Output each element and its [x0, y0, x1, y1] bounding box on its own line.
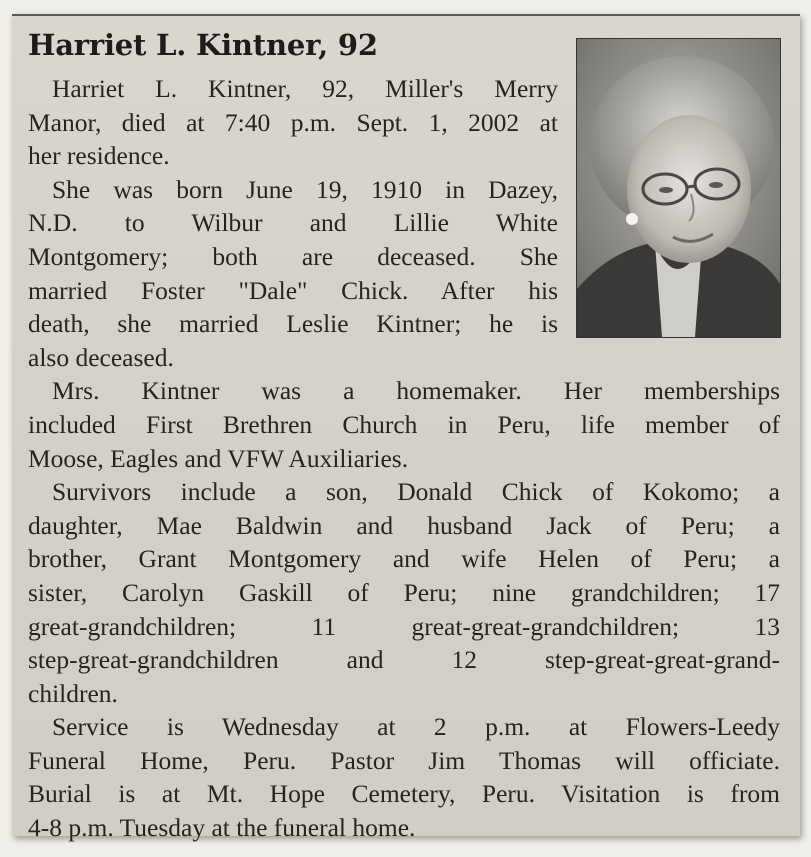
- text-line: married Foster "Dale" Chick. After his: [28, 275, 558, 305]
- obituary-headline: Harriet L. Kintner, 92: [28, 28, 378, 62]
- text-line: Montgomery; both are deceased. She: [28, 241, 558, 271]
- text-line: death, she married Leslie Kintner; he is: [28, 309, 558, 339]
- paragraph-death-notice: [28, 72, 780, 173]
- obituary-body: [28, 72, 780, 845]
- text-line: Survivors include a son, Donald Chick of Kokomo; a: [52, 477, 780, 507]
- text-line: She was born June 19, 1910 in Dazey,: [52, 174, 558, 204]
- text-line: great-grandchildren; 11 great-great-grandchildren; 13: [28, 611, 780, 641]
- text-line: included First Brethren Church in Peru, life member of: [28, 409, 780, 439]
- paragraph-memberships: [28, 374, 780, 475]
- text-line: children.: [28, 678, 118, 708]
- text-line: Manor, died at 7:40 p.m. Sept. 1, 2002 at: [28, 107, 558, 137]
- text-line: Service is Wednesday at 2 p.m. at Flowers-Leedy: [52, 712, 780, 742]
- text-line: her residence.: [28, 141, 170, 171]
- text-line: 4-8 p.m. Tuesday at the funeral home.: [28, 813, 416, 843]
- text-line: Harriet L. Kintner, 92, Miller's Merry: [52, 74, 558, 103]
- top-rule: [12, 14, 800, 16]
- text-line: daughter, Mae Baldwin and husband Jack of Peru; a: [28, 510, 780, 540]
- text-line: also deceased.: [28, 342, 174, 372]
- text-line: Mrs. Kintner was a homemaker. Her memberships: [52, 376, 780, 406]
- text-line: brother, Grant Montgomery and wife Helen of Peru; a: [28, 544, 780, 574]
- text-line: Funeral Home, Peru. Pastor Jim Thomas will officiate.: [28, 745, 780, 775]
- text-line: Moose, Eagles and VFW Auxiliaries.: [28, 443, 409, 473]
- paragraph-service: [28, 710, 780, 844]
- text-line: sister, Carolyn Gaskill of Peru; nine grandchildren; 17: [28, 577, 780, 607]
- text-line: step-great-grandchildren and 12 step-great-great-grand-: [28, 645, 780, 675]
- text-line: Burial is at Mt. Hope Cemetery, Peru. Visitation is from: [28, 779, 780, 809]
- paragraph-survivors: [28, 475, 780, 710]
- newspaper-clipping: [12, 14, 800, 843]
- paragraph-birth-and-marriage: [28, 173, 780, 375]
- text-line: N.D. to Wilbur and Lillie White: [28, 208, 558, 238]
